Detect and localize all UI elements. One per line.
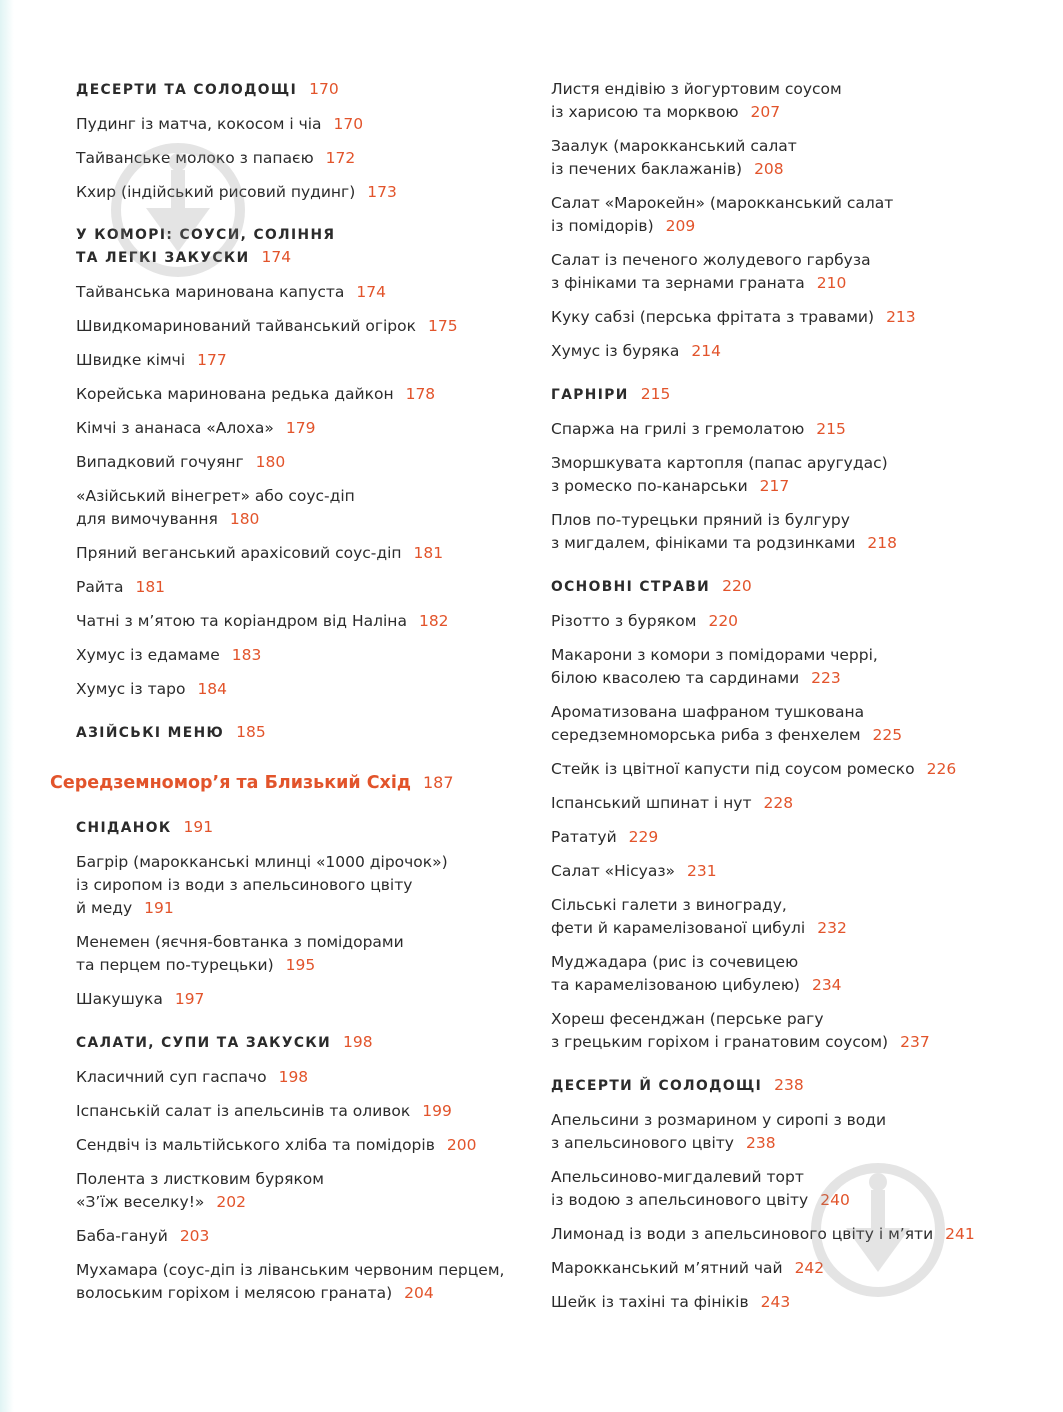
entry-text-line: Випадковий гочуянг xyxy=(76,453,244,471)
entry-text-line: із харисою та морквою xyxy=(551,103,739,121)
toc-entry xyxy=(76,988,526,1011)
toc-entry xyxy=(76,1259,526,1305)
entry-text-line: Муджадара (рис із сочевицею xyxy=(551,953,799,971)
page-number: 197 xyxy=(174,990,205,1008)
entry-text-line: Швидке кімчі xyxy=(76,351,186,369)
page-number: 223 xyxy=(811,669,841,687)
toc-entry xyxy=(551,1008,1021,1054)
toc-entry xyxy=(551,1166,1021,1212)
page-number: 243 xyxy=(760,1293,791,1311)
entry-text-line: волоським горіхом і мелясою граната) xyxy=(76,1284,393,1302)
entry-text-line: Зморшкувата картопля (папас аругудас) xyxy=(551,454,888,472)
toc-entry xyxy=(551,306,1021,329)
page-number: 175 xyxy=(428,317,458,335)
toc-entry xyxy=(551,610,1021,633)
page-number: 215 xyxy=(640,385,671,403)
entry-text-line: Сендвіч із мальтійського хліба та помідорів xyxy=(76,1136,435,1154)
chapter-heading xyxy=(50,770,526,796)
page-number: 179 xyxy=(285,419,316,437)
toc-entry xyxy=(76,485,526,531)
entry-text-line: Марокканський м’ятний чай xyxy=(551,1259,783,1277)
entry-text-line: та карамелізованою цибулею) xyxy=(551,976,800,994)
page-number: 199 xyxy=(422,1102,452,1120)
heading-title: АЗІЙСЬКІ МЕНЮ xyxy=(76,725,225,741)
page-number: 209 xyxy=(665,217,696,235)
entry-text-line: з фініками та зернами граната xyxy=(551,274,805,292)
toc-entry xyxy=(551,135,1021,181)
toc-entry xyxy=(76,1100,526,1123)
entry-text-line: Ароматизована шафраном тушкована xyxy=(551,703,865,721)
entry-text-line: Швидкомаринований тайванський огірок xyxy=(76,317,416,335)
entry-text-line: Хумус із таро xyxy=(76,680,186,698)
watermark-icon xyxy=(808,1160,948,1300)
toc-entry xyxy=(76,315,526,338)
entry-text-line: з грецьким горіхом і гранатовим соусом) xyxy=(551,1033,889,1051)
entry-text-line: Хумус із буряка xyxy=(551,342,680,360)
page-number: 187 xyxy=(422,773,454,792)
entry-text-line: Салат «Марокейн» (марокканський салат xyxy=(551,194,894,212)
page-number: 220 xyxy=(708,612,739,630)
page-number: 181 xyxy=(135,578,166,596)
entry-text-line: й меду xyxy=(76,899,133,917)
page-number: 215 xyxy=(816,420,846,438)
section-heading xyxy=(76,1031,526,1054)
page-number: 173 xyxy=(367,183,397,201)
entry-text-line: Класичний суп гаспачо xyxy=(76,1068,267,1086)
heading-title: ОСНОВНІ СТРАВИ xyxy=(551,579,711,595)
page-number: 213 xyxy=(886,308,916,326)
entry-text-line: Кхир (індійський рисовий пудинг) xyxy=(76,183,356,201)
toc-entry xyxy=(76,451,526,474)
entry-text-line: Чатні з м’ятою та коріандром від Наліна xyxy=(76,612,407,630)
page-number: 191 xyxy=(144,899,174,917)
toc-entry xyxy=(551,644,1021,690)
page-number: 174 xyxy=(356,283,386,301)
page-number: 238 xyxy=(774,1076,804,1094)
entry-text-line: У КОМОРІ: СОУСИ, СОЛІННЯ xyxy=(76,227,336,243)
entry-text-line: Салат із печеного жолудевого гарбуза xyxy=(551,251,871,269)
entry-text-line: фети й карамелізованої цибулі xyxy=(551,919,806,937)
page-number: 200 xyxy=(446,1136,477,1154)
page-number: 218 xyxy=(867,534,898,552)
toc-entry xyxy=(76,281,526,304)
toc-entry xyxy=(76,113,526,136)
section-heading xyxy=(76,78,526,101)
entry-text-line: Салат «Нісуаз» xyxy=(551,862,676,880)
entry-text-line: Сільські галети з винограду, xyxy=(551,896,787,914)
entry-text-line: із печених баклажанів) xyxy=(551,160,743,178)
entry-text-line: Макарони з комори з помідорами черрі, xyxy=(551,646,878,664)
page-number: 238 xyxy=(745,1134,776,1152)
page-number: 174 xyxy=(261,248,292,266)
entry-text-line: Шейк із тахіні та фініків xyxy=(551,1293,749,1311)
entry-text-line: Апельсиново-мигдалевий торт xyxy=(551,1168,804,1186)
page-number: 217 xyxy=(759,477,790,495)
toc-entry xyxy=(551,249,1021,295)
entry-text-line: Баба-гануй xyxy=(76,1227,168,1245)
page-number: 177 xyxy=(197,351,227,369)
page-number: 232 xyxy=(817,919,847,937)
page-number: 180 xyxy=(229,510,260,528)
entry-text-line: Листя ендівію з йогуртовим соусом xyxy=(551,80,842,98)
toc-entry xyxy=(551,1223,1021,1246)
page-number: 170 xyxy=(309,80,339,98)
toc-entry xyxy=(551,826,1021,849)
entry-text-line: із сиропом із води з апельсинового цвіту xyxy=(76,876,413,894)
entry-text-line: Хумус із едамаме xyxy=(76,646,220,664)
page-number: 183 xyxy=(231,646,262,664)
toc-entry xyxy=(551,1109,1021,1155)
entry-text-line: Шакушука xyxy=(76,990,163,1008)
entry-text-line: Тайванське молоко з папаєю xyxy=(76,149,314,167)
page-number: 203 xyxy=(179,1227,210,1245)
page-number: 210 xyxy=(816,274,847,292)
toc-entry xyxy=(551,78,1021,124)
entry-text-line: середземноморська риба з фенхелем xyxy=(551,726,861,744)
section-heading xyxy=(76,721,526,744)
page-number: 198 xyxy=(278,1068,309,1086)
toc-entry xyxy=(76,1134,526,1157)
page-number: 195 xyxy=(285,956,316,974)
page-number: 229 xyxy=(628,828,659,846)
section-heading xyxy=(551,1074,1021,1097)
toc-entry xyxy=(551,509,1021,555)
toc-entry xyxy=(76,610,526,633)
toc-entry xyxy=(76,349,526,372)
watermark-icon xyxy=(108,140,248,280)
entry-text-line: Апельсини з розмарином у сиропі з води xyxy=(551,1111,887,1129)
entry-text-line: з ромеско по-канарськи xyxy=(551,477,748,495)
toc-entry xyxy=(551,860,1021,883)
heading-title: ДЕСЕРТИ ТА СОЛОДОЩІ xyxy=(76,82,298,98)
entry-text-line: із водою з апельсинового цвіту xyxy=(551,1191,809,1209)
entry-text-line: Спаржа на грилі з гремолатою xyxy=(551,420,805,438)
toc-entry xyxy=(551,340,1021,363)
page-number: 241 xyxy=(945,1225,975,1243)
page-number: 180 xyxy=(255,453,286,471)
page-edge xyxy=(0,0,14,1412)
page-number: 198 xyxy=(343,1033,373,1051)
entry-text-line: Куку сабзі (перська фрітата з травами) xyxy=(551,308,875,326)
entry-text-line: білою квасолею та сардинами xyxy=(551,669,800,687)
toc-entry xyxy=(551,894,1021,940)
entry-text-line: Заалук (марокканський салат xyxy=(551,137,797,155)
toc-entry xyxy=(551,418,1021,441)
page-number: 172 xyxy=(325,149,356,167)
toc-entry xyxy=(76,1225,526,1248)
page-number: 202 xyxy=(216,1193,247,1211)
entry-text-line: Райта xyxy=(76,578,124,596)
entry-text-line: Іспанській салат із апельсинів та оливок xyxy=(76,1102,411,1120)
page-number: 242 xyxy=(794,1259,825,1277)
heading-title: ДЕСЕРТИ Й СОЛОДОЩІ xyxy=(551,1078,763,1094)
entry-text-line: Кімчі з ананаса «Алоха» xyxy=(76,419,274,437)
toc-entry xyxy=(551,951,1021,997)
entry-text-line: Мухамара (соус-діп із ліванським червоним перцем, xyxy=(76,1261,505,1279)
entry-text-line: Рататуй xyxy=(551,828,617,846)
page-number: 240 xyxy=(820,1191,850,1209)
toc-entry xyxy=(76,851,526,920)
entry-text-line: Багрір (марокканські млинці «1000 дірочок») xyxy=(76,853,448,871)
toc-entry xyxy=(76,678,526,701)
entry-text-line: Полента з листковим буряком xyxy=(76,1170,324,1188)
page-number: 191 xyxy=(183,818,214,836)
page-number: 204 xyxy=(404,1284,434,1302)
toc-entry xyxy=(76,931,526,977)
entry-text-line: Лимонад із води з апельсинового цвіту і м’яти xyxy=(551,1225,934,1243)
page-number: 185 xyxy=(236,723,266,741)
page-number: 214 xyxy=(691,342,721,360)
entry-text-line: Різотто з буряком xyxy=(551,612,697,630)
heading-title: ГАРНІРИ xyxy=(551,387,629,403)
entry-text-line: Іспанський шпинат і нут xyxy=(551,794,752,812)
entry-text-line: ТА ЛЕГКІ ЗАКУСКИ xyxy=(76,250,250,266)
toc-entry xyxy=(76,576,526,599)
toc-entry xyxy=(76,542,526,565)
entry-text-line: Тайванська маринована капуста xyxy=(76,283,345,301)
page-number: 237 xyxy=(900,1033,930,1051)
page-number: 178 xyxy=(405,385,436,403)
toc-entry xyxy=(76,1168,526,1214)
page-number: 226 xyxy=(926,760,957,778)
toc-entry xyxy=(551,1291,1021,1314)
entry-text-line: Корейська маринована редька дайкон xyxy=(76,385,394,403)
toc-entry xyxy=(551,1257,1021,1280)
entry-text-line: з апельсинового цвіту xyxy=(551,1134,734,1152)
entry-text-line: Менемен (яєчня-бовтанка з помідорами xyxy=(76,933,404,951)
page-number: 170 xyxy=(333,115,364,133)
entry-text-line: з мигдалем, фініками та родзинками xyxy=(551,534,856,552)
toc-entry xyxy=(551,758,1021,781)
toc-entry xyxy=(551,452,1021,498)
page-number: 184 xyxy=(197,680,228,698)
entry-text-line: Пряний веганський арахісовий соус-діп xyxy=(76,544,402,562)
toc-entry xyxy=(76,644,526,667)
heading-title: СНІДАНОК xyxy=(76,820,172,836)
section-heading xyxy=(551,383,1021,406)
entry-text-line: для вимочування xyxy=(76,510,218,528)
entry-text-line: Пудинг із матча, кокосом і чіа xyxy=(76,115,322,133)
toc-entry xyxy=(551,192,1021,238)
entry-text-line: із помідорів) xyxy=(551,217,654,235)
entry-text-line: «З’їж веселку!» xyxy=(76,1193,205,1211)
page-number: 220 xyxy=(722,577,752,595)
toc-entry xyxy=(76,1066,526,1089)
toc-right-column xyxy=(551,78,1021,1325)
entry-text-line: та перцем по-турецьки) xyxy=(76,956,274,974)
page-number: 228 xyxy=(763,794,794,812)
heading-title: Середземномор’я та Близький Схід xyxy=(50,773,411,793)
toc-entry xyxy=(551,792,1021,815)
toc-entry xyxy=(76,383,526,406)
page-number: 231 xyxy=(687,862,717,880)
entry-text-line: «Азійський вінегрет» або соус-діп xyxy=(76,487,355,505)
page-number: 207 xyxy=(750,103,781,121)
section-heading xyxy=(551,575,1021,598)
page-number: 182 xyxy=(418,612,449,630)
entry-text-line: Плов по-турецьки пряний із булгуру xyxy=(551,511,850,529)
toc-entry xyxy=(76,417,526,440)
page-number: 234 xyxy=(811,976,842,994)
toc-entry xyxy=(551,701,1021,747)
page-number: 225 xyxy=(872,726,903,744)
page-number: 181 xyxy=(413,544,444,562)
entry-text-line: Хореш фесенджан (перське рагу xyxy=(551,1010,824,1028)
page-number: 208 xyxy=(754,160,784,178)
entry-text-line: Стейк із цвітної капусти під соусом ромеско xyxy=(551,760,915,778)
heading-title: САЛАТИ, СУПИ ТА ЗАКУСКИ xyxy=(76,1035,332,1051)
section-heading xyxy=(76,816,526,839)
